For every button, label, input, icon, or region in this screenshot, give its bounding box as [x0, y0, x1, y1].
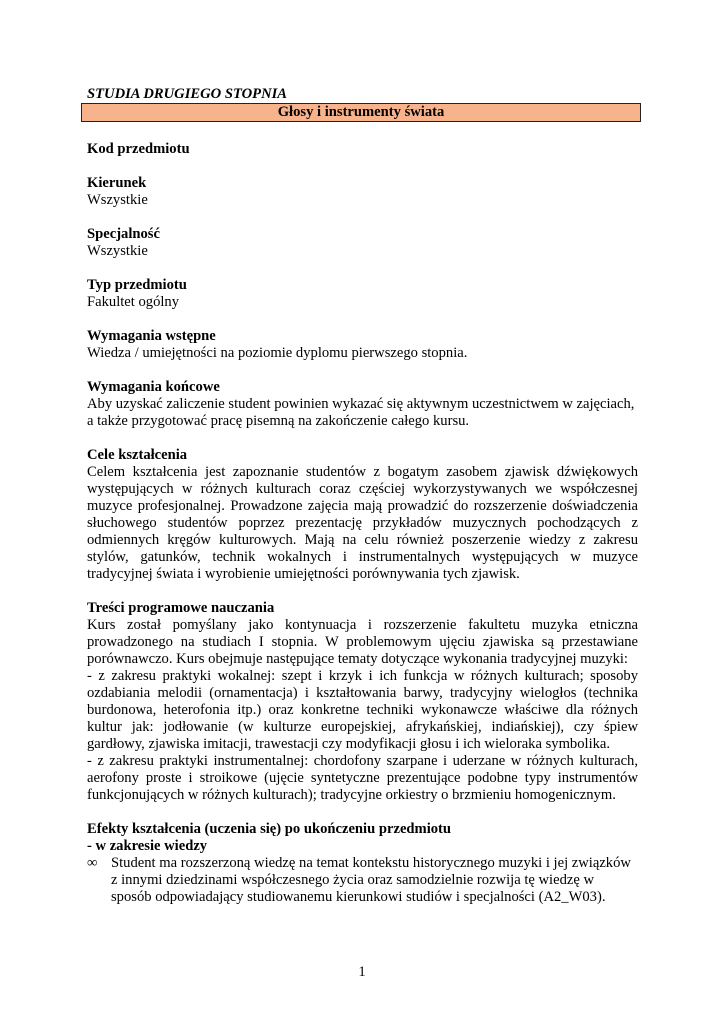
section-subheading: - w zakresie wiedzy	[87, 838, 208, 854]
section-text: Kurs został pomyślany jako kontynuacja i rozszerzenie fakultetu muzyka etniczna prowadzonego na studiach I stopnia. W problemowym ujęciu zjawiska są przestawiane porównawczo. Kurs obejmuje następujące tematy dotyczące wykonania tradycyjnej muzyki:	[87, 617, 638, 667]
section-heading: Cele kształcenia	[87, 447, 188, 463]
section-heading: Wymagania końcowe	[87, 379, 220, 395]
study-level: STUDIA DRUGIEGO STOPNIA	[87, 86, 288, 102]
outcomes-list	[87, 855, 638, 906]
section-heading: Kierunek	[87, 175, 147, 191]
section-heading: Treści programowe nauczania	[87, 600, 275, 616]
document-content	[87, 86, 638, 906]
section-text: Wszystkie	[87, 243, 148, 259]
section-heading: Typ przedmiotu	[87, 277, 187, 293]
program-line-vocal: - z zakresu praktyki wokalnej: szept i krzyk i ich funkcja w różnych kulturach; sposoby ozdabiania melodii (ornamentacja) i kształtowania barwy, tradycyjny wielogłos (technika burdonowa, heterofonia itp.) oraz konkretne techniki wykonawcze właściwe dla różnych kultur jak: jodłowanie (w kulturze europejskiej, afrykańskiej, indiańskiej), czy śpiew gardłowy, zjawiska imitacji, trawestacji czy modyfikacji głosu i ich wieloraka symbolika.	[87, 668, 638, 752]
section-text: Aby uzyskać zaliczenie student powinien wykazać się aktywnym uczestnictwem w zajęciach, a także przygotować pracę pisemną na zakończenie całego kursu.	[87, 396, 635, 429]
section-heading: Specjalność	[87, 226, 160, 242]
section-course-type	[87, 277, 638, 311]
section-final-requirements	[87, 379, 638, 430]
section-prerequisites	[87, 328, 638, 362]
section-text: Wszystkie	[87, 192, 148, 208]
section-learning-outcomes	[87, 821, 638, 906]
page-number: 1	[358, 964, 366, 980]
section-text: Celem kształcenia jest zapoznanie studentów z bogatym zasobem zjawisk dźwiękowych występujących w różnych kulturach coraz częściej wykorzystywanych we współczesnej muzyce profesjonalnej. Prowadzone zajęcia mają prowadzić do rozszerzenie doświadczenia słuchowego studentów poprzez prezentację przykładów muzycznych pochodzących z odmiennych kręgów kulturowych. Mają na celu również poszerzenie wiedzy z zakresu stylów, gatunków, technik wokalnych i instrumentalnych występujących w muzyce tradycyjnej świata i wyrobienie umiejętności porównywania tych zjawisk.	[87, 464, 638, 582]
infinity-bullet-icon: ∞	[87, 855, 98, 871]
list-item-text: Student ma rozszerzoną wiedzę na temat kontekstu historycznego muzyki i jej związków z innymi dziedzinami współczesnego życia oraz samodzielnie rozwija tę wiedzę w sposób odpowiadający studiowanemu kierunkowi studiów i specjalności (A2_W03).	[111, 855, 631, 905]
list-item	[87, 855, 638, 906]
program-line-instrumental: - z zakresu praktyki instrumentalnej: chordofony szarpane i uderzane w różnych kulturach, aerofony proste i stroikowe (ujęcie syntetyczne prezentujące podobne typy instrumentów funkcjonujących w różnych kulturach); tradycyjne orkiestry o brzmieniu homogenicznym.	[87, 753, 638, 803]
course-title: Głosy i instrumenty świata	[81, 103, 641, 122]
section-heading: Efekty kształcenia (uczenia się) po ukończeniu przedmiotu	[87, 821, 452, 837]
section-field	[87, 175, 638, 209]
section-text: Fakultet ogólny	[87, 294, 180, 310]
section-program-content	[87, 600, 638, 804]
section-heading: Kod przedmiotu	[87, 141, 190, 157]
section-text: Wiedza / umiejętności na poziomie dyplomu pierwszego stopnia.	[87, 345, 468, 361]
section-learning-goals	[87, 447, 638, 583]
section-specialty	[87, 226, 638, 260]
section-heading: Wymagania wstępne	[87, 328, 216, 344]
section-course-code	[87, 141, 638, 158]
